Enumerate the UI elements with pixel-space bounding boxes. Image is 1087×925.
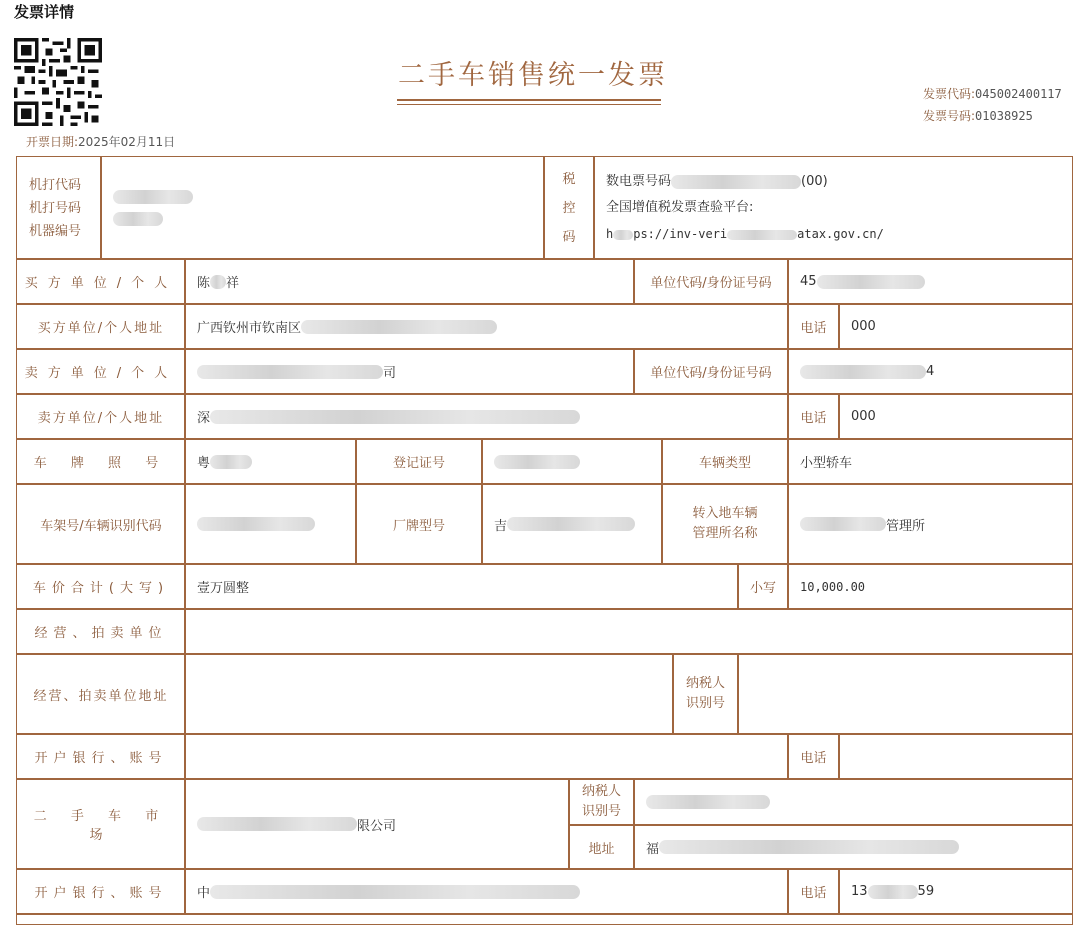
vehicle-type: 小型轿车: [787, 438, 1073, 485]
vin: [184, 483, 357, 565]
market-phone-label: 电话: [787, 868, 840, 915]
redacted-market-name: [197, 817, 357, 831]
verify-platform-label: 全国增值税发票查验平台:: [606, 200, 754, 215]
redacted-seller-id: [800, 365, 926, 379]
redacted-market-bank: [210, 885, 580, 899]
price-small: 10,000.00: [787, 563, 1073, 610]
buyer-name-text: 祥: [226, 276, 240, 291]
buyer-id: [787, 258, 1073, 305]
market-taxid: [633, 778, 1073, 826]
transfer-office-label: [661, 483, 789, 565]
redacted-plate-number: [210, 455, 252, 469]
operator-unit: [184, 608, 1073, 655]
redacted-market-phone: [868, 885, 918, 899]
buyer-label: 买方单位/个人: [16, 258, 186, 305]
redacted-digital-invoice-number: [671, 175, 801, 189]
digital-invoice-number-label: 数电票号码: [606, 174, 672, 189]
machine-values: [100, 156, 545, 260]
verify-url-part: h: [606, 227, 614, 241]
vin-label: 车架号/车辆识别代码: [16, 483, 186, 565]
redacted-buyer-id: [817, 275, 925, 289]
market-taxid-label: [568, 778, 635, 826]
operator-taxid-label: [672, 653, 739, 735]
redacted-machine-code: [113, 190, 193, 204]
redacted-buyer-address: [301, 320, 497, 334]
seller-phone: 000: [838, 393, 1073, 440]
digital-invoice-number: [606, 169, 828, 195]
redacted-url-part: [613, 230, 633, 240]
operator-address: [184, 653, 674, 735]
buyer-address-text: 广西钦州市钦南区: [197, 321, 302, 336]
redacted-vin: [197, 517, 315, 531]
reg-label: 登记证号: [355, 438, 483, 485]
market-name-text: 限公司: [357, 818, 397, 834]
market-address: [633, 824, 1073, 870]
plate-number-text: 粤: [197, 456, 211, 471]
invoice-code-label: 发票代码:: [923, 87, 976, 101]
machine-labels: [16, 156, 102, 260]
redacted-transfer-office: [800, 517, 886, 531]
buyer-name-text: 陈: [197, 276, 211, 291]
seller-address-label: 卖方单位/个人地址: [16, 393, 186, 440]
tax-code-label-char: 税: [562, 171, 576, 187]
operator-taxid-label-line: 识别号: [685, 696, 725, 711]
next-row-edge: [16, 913, 1073, 925]
seller-name: [184, 348, 635, 395]
machine-number-label: 机打号码: [29, 200, 82, 216]
invoice-code-value: 045002400117: [975, 87, 1062, 101]
issue-date-value: 2025年02月11日: [78, 135, 176, 149]
invoice-title: 二手车销售统一发票: [398, 60, 668, 91]
redacted-seller-address: [210, 410, 580, 424]
operator-taxid: [737, 653, 1073, 735]
tax-code-label: [543, 156, 595, 260]
operator-unit-label: 经营、拍卖单位: [16, 608, 186, 655]
verify-platform-url[interactable]: [606, 221, 884, 247]
redacted-buyer-name: [210, 275, 226, 289]
operator-phone-label: 电话: [787, 733, 840, 780]
buyer-name: [184, 258, 635, 305]
buyer-address: [184, 303, 789, 350]
page-title: 发票详情: [14, 3, 75, 21]
tax-code-value: [593, 156, 1073, 260]
transfer-office-label-line: 管理所名称: [692, 526, 758, 541]
seller-label: 卖方单位/个人: [16, 348, 186, 395]
operator-address-label: 经营、拍卖单位地址: [16, 653, 186, 735]
market-bank-label: 开户银行、账号: [16, 868, 186, 915]
model-label: 厂牌型号: [355, 483, 483, 565]
operator-bank-label: 开户银行、账号: [16, 733, 186, 780]
buyer-phone-label: 电话: [787, 303, 840, 350]
tax-code-label-char: 控: [562, 200, 576, 216]
price-label: 车价合计(大写): [16, 563, 186, 610]
market-phone: [838, 868, 1073, 915]
issue-date-label: 开票日期:: [26, 135, 79, 149]
transfer-office-label-line: 转入地车辆: [692, 506, 758, 521]
seller-id-label: 单位代码/身份证号码: [633, 348, 789, 395]
model-text: 吉: [494, 518, 508, 534]
market-taxid-label-line: 纳税人: [581, 784, 621, 799]
buyer-address-label: 买方单位/个人地址: [16, 303, 186, 350]
seller-address-text: 深: [197, 411, 211, 426]
operator-phone: [838, 733, 1073, 780]
redacted-market-taxid: [646, 795, 770, 809]
market-bank-text: 中: [197, 886, 211, 901]
redacted-seller-name: [197, 365, 383, 379]
seller-phone-label: 电话: [787, 393, 840, 440]
seller-name-text: 司: [383, 366, 397, 381]
redacted-market-address: [659, 840, 959, 854]
transfer-office: [787, 483, 1073, 565]
tax-code-label-char: 码: [562, 229, 576, 245]
reg-number: [481, 438, 663, 485]
operator-taxid-label-line: 纳税人: [685, 676, 725, 691]
verify-url-part: ps://inv-veri: [633, 227, 728, 241]
seller-id: [787, 348, 1073, 395]
market-taxid-label-line: 识别号: [581, 804, 621, 819]
machine-code-label: 机打代码: [29, 177, 82, 193]
redacted-reg-number: [494, 455, 580, 469]
market-address-label: 地址: [568, 824, 635, 870]
redacted-model: [507, 517, 635, 531]
plate-number: [184, 438, 357, 485]
seller-address: [184, 393, 789, 440]
vehicle-type-label: 车辆类型: [661, 438, 789, 485]
market-bank: [184, 868, 789, 915]
machine-id-label: 机器编号: [29, 223, 82, 239]
market-phone-text: 59: [917, 884, 935, 899]
buyer-id-label: 单位代码/身份证号码: [633, 258, 789, 305]
verify-url-part: atax.gov.cn/: [797, 227, 884, 241]
market-phone-text: 13: [851, 884, 868, 899]
buyer-phone: 000: [838, 303, 1073, 350]
invoice-number-value: 01038925: [975, 109, 1033, 123]
invoice-number-label: 发票号码:: [923, 109, 976, 123]
plate-label: 车 牌 照 号: [16, 438, 186, 485]
price-upper: 壹万圆整: [184, 563, 739, 610]
buyer-id-text: 45: [800, 274, 817, 289]
seller-id-text: 4: [926, 364, 935, 379]
digital-invoice-number-tail: (00): [801, 174, 828, 189]
price-small-label: 小写: [737, 563, 789, 610]
market-label: 二 手 车 市 场: [16, 778, 186, 870]
model: [481, 483, 663, 565]
market-name: [184, 778, 570, 870]
redacted-url-part: [727, 230, 797, 240]
operator-bank: [184, 733, 789, 780]
transfer-office-text: 管理所: [886, 518, 926, 534]
market-address-text: 福: [646, 841, 660, 857]
redacted-machine-number: [113, 212, 163, 226]
